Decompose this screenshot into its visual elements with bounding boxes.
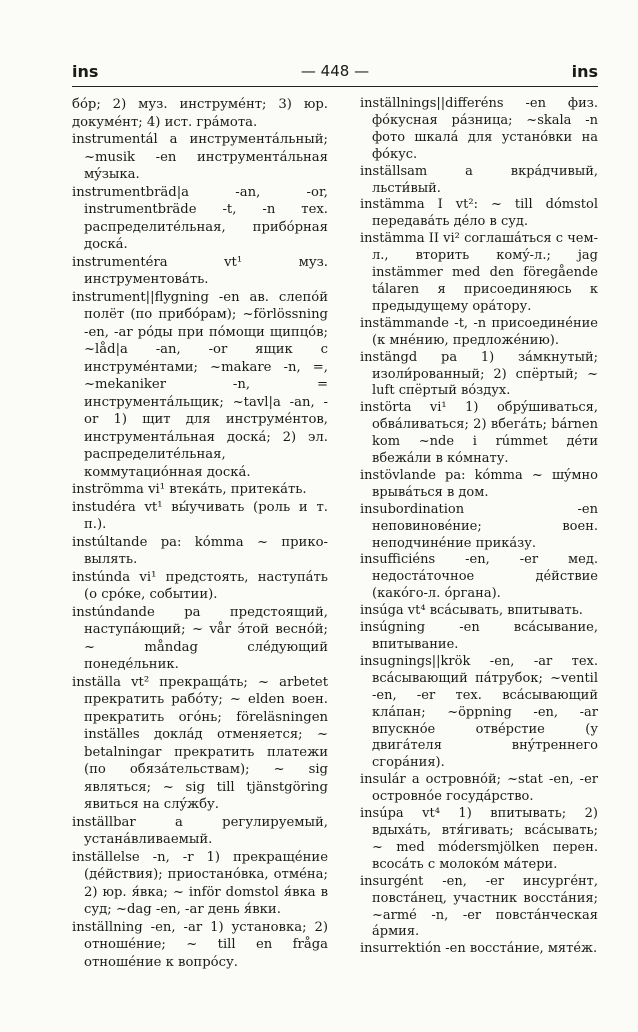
dictionary-entry: instämma II vi² соглашáться с чем-л., вторить комý-л.; jag instämmer med den föregående tálaren я присоединяюсь к предыдущему орáтору.	[360, 231, 598, 314]
dictionary-entry: instúltande pa: kómma ~ приковылять.	[72, 534, 328, 567]
dictionary-entry: insúpa vt⁴ 1) впитывать; 2) вдыхáть, втя́гивать; всáсывать; ~ med módersmjölken перен. всосáть с молокóм мáтери.	[360, 806, 598, 872]
right-running-headword: ins	[571, 62, 598, 81]
dictionary-entry: instörta vi¹ 1) обрýшиваться, обвáливаться; 2) вбегáть; bárnen kom ~nde i rúmmet дéти вбежáли в кóмнату.	[360, 400, 598, 467]
dictionary-entry: instrumentéra vt¹ муз. инструментовáть.	[72, 254, 328, 287]
dictionary-entry: instrumentál a инструментáльный; ~musik -en инструментáльная мýзыка.	[72, 132, 328, 182]
dictionary-entry: insulár a островнóй; ~stat -en, -er островнóе госудáрство.	[360, 772, 598, 805]
dictionary-entry: inställelse -n, -r 1) прекращéние (дéйствия); приостанóвка, отмéна; 2) юр. я́вка; ~ inför domstol я́вка в суд; ~dag -en, -ar день я́вки.	[72, 849, 328, 917]
dictionary-entry: insurgént -en, -er инсургéнт, повстáнец, участник восстáния; ~armé -n, -er повстáнческая áрмия.	[360, 873, 598, 940]
page-header	[72, 62, 598, 84]
left-column	[72, 96, 328, 971]
dictionary-entry: instängd pa 1) зáмкнутый; изоли́рованный; 2) спёртый; ~ luft спёртый вóздух.	[360, 349, 598, 399]
dictionary-entry: instrumentbräd|a -an, -or, instrumentbräde -t, -n тех. распределитéльная, прибóрная доскá.	[72, 184, 328, 252]
dictionary-entry: instrument||flygning -en ав. слепóй полёт (по прибóрам); ~förlössning -en, -ar рóды при пóмощи щипцóв; ~låd|a -an, -or ящик с инструмéнтами; ~makare -n, =, ~mekaniker -n, = инструментáльщик; ~tavl|a -an, -or 1) щит для инструмéнтов, инструментáльная доскá; 2) эл. распределитéльная, коммутациóнная доскá.	[72, 289, 328, 480]
dictionary-entry: insúga vt⁴ всáсывать, впитывать.	[360, 603, 583, 619]
dictionary-entry: inställnings||differéns -en физ. фóкусная рáзница; ~skala -n фото шкалá для устанóвки на фóкус.	[360, 96, 598, 162]
dictionary-entry: insubordination -en неповиновéние; воен. неподчинéние прикáзу.	[360, 501, 598, 551]
dictionary-entry: inställbar a регулируемый, устанáвливаемый.	[72, 814, 328, 847]
dictionary-entry: inströmma vi¹ втекáть, притекáть.	[72, 482, 307, 497]
dictionary-entry: instämmande -t, -n присоединéние (к мнéнию, предложéнию).	[360, 315, 598, 348]
dictionary-entry: instämma I vt²: ~ till dómstol передавáть дéло в суд.	[360, 197, 598, 230]
dictionary-entry: inställsam a вкрáдчивый, льсти́вый.	[360, 163, 598, 196]
dictionary-entry: instudéra vt¹ вы́учивать (роль и т. п.).	[72, 499, 328, 532]
left-running-headword: ins	[72, 62, 99, 81]
dictionary-entry: insurrektión -en восстáние, мятéж.	[360, 941, 598, 957]
dictionary-entry: instúnda vi¹ предстоять, наступáть (о срóке, событии).	[72, 569, 328, 602]
dictionary-entry: insugnings||krök -en, -ar тех. всáсывающий пáтрубок; ~ventil -en, -er тех. всáсывающий клáпан; ~öppning -en, -ar впускнóе отвéрстие (у двигáтеля внýтреннего сгорáния).	[360, 653, 598, 771]
page-number: — 448 —	[300, 62, 370, 80]
dictionary-entry: insúgning -en всáсывание, впитывание.	[360, 620, 598, 652]
dictionary-entry: inställning -en, -ar 1) установка; 2) отношéние; ~ till en fråga отношéние к вопрóсу.	[72, 919, 328, 970]
dictionary-entry: insufficiéns -en, -er мед. недостáточное дéйствие (какóго-л. óргана).	[360, 552, 598, 602]
right-column	[360, 96, 598, 958]
dictionary-entry: instövlande pa: kómma ~ шýмно врывáться в дом.	[360, 467, 598, 500]
dictionary-entry: instúndande pa предстоящий, наступáющий; ~ vår э́той веснóй; ~ måndag слéдующий понедéльник.	[72, 604, 328, 672]
header-rule	[72, 86, 598, 87]
dictionary-entry: бóр; 2) муз. инструмéнт; 3) юр. докумéнт; 4) ист. грáмота.	[72, 97, 328, 130]
dictionary-entry: inställa vt² прекращáть; ~ arbetet прекратить рабóту; ~ elden воен. прекратить огóнь; föreläsningen inställes доклáд отменяется; ~ betalningar прекратить платежи (по обязáтельствам); ~ sig являться; ~ sig till tjänstgöring явиться на слýжбу.	[72, 674, 328, 812]
